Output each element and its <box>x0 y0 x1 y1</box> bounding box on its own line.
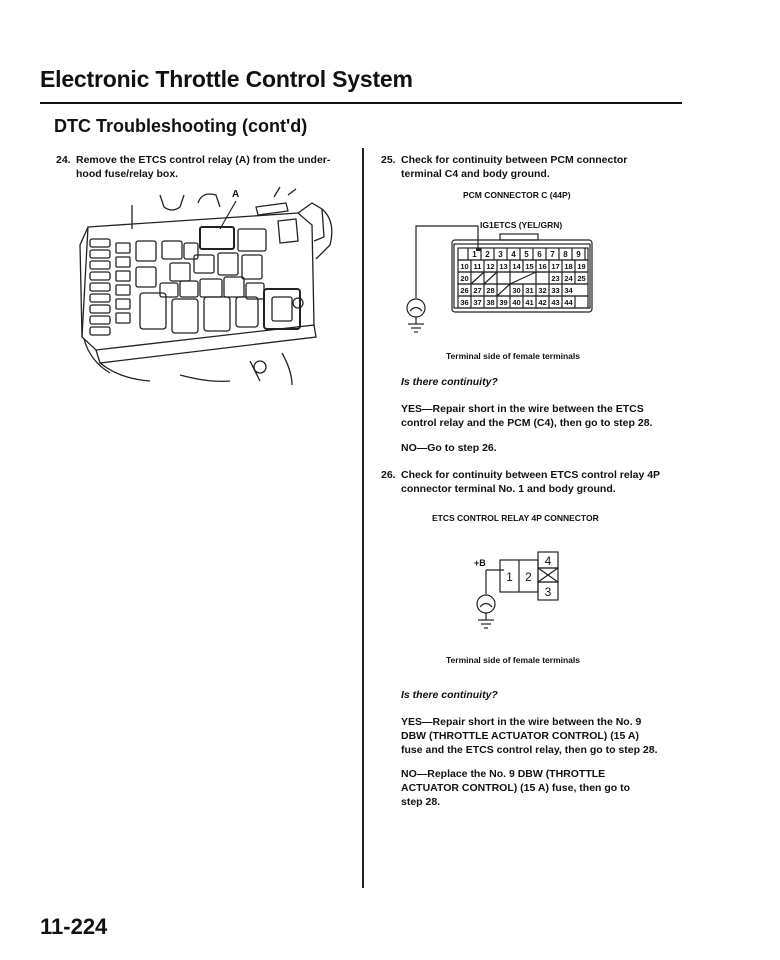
relay-pin-3: 3 <box>544 585 552 599</box>
pcm-terminal-side-caption: Terminal side of female terminals <box>446 351 580 361</box>
pcm-connector-caption: PCM CONNECTOR C (44P) <box>463 190 571 200</box>
relay-connector-caption: ETCS CONTROL RELAY 4P CONNECTOR <box>432 513 599 523</box>
pcm-pin: 42 <box>538 298 547 307</box>
pcm-pin: 18 <box>564 262 573 271</box>
step-24-number: 24. <box>56 154 71 166</box>
yes-text-2c: fuse and the ETCS control relay, then go to step 28. <box>401 744 658 756</box>
pcm-pin: 25 <box>577 274 586 283</box>
no-text-2c: step 28. <box>401 796 441 808</box>
pcm-pin: 19 <box>577 262 586 271</box>
pcm-pin: 24 <box>564 274 573 283</box>
yes-text-1a: —Repair short in the wire between the ETCS <box>422 403 644 415</box>
yes-answer-2 <box>401 715 701 757</box>
pcm-pin: 44 <box>564 298 573 307</box>
pcm-pin: 38 <box>486 298 495 307</box>
relay-connector-diagram <box>466 546 566 636</box>
step-26-line1: Check for continuity between ETCS control relay 4P <box>401 469 661 481</box>
yes-text-1b: control relay and the PCM (C4), then go to step 28. <box>401 417 653 429</box>
step-25-line2: terminal C4 and body ground. <box>401 168 550 180</box>
step-24-line1: Remove the ETCS control relay (A) from the under- <box>76 154 331 166</box>
pcm-wire-label: IG1ETCS (YEL/GRN) <box>480 220 563 230</box>
page-number: 11-224 <box>40 914 108 939</box>
step-24 <box>56 153 356 183</box>
relay-plus-b-label: +B <box>474 558 486 568</box>
pcm-pin: 23 <box>551 274 560 283</box>
pcm-pin: 17 <box>551 262 560 271</box>
pcm-pin: 31 <box>525 286 534 295</box>
no-text-2a: —Replace the No. 9 DBW (THROTTLE <box>416 768 606 780</box>
pcm-pin: 11 <box>473 262 482 271</box>
pcm-pin: 40 <box>512 298 521 307</box>
no-label-2: NO <box>401 768 417 780</box>
pcm-pin: 28 <box>486 286 495 295</box>
section-subtitle: DTC Troubleshooting (cont'd) <box>54 116 308 136</box>
relay-pin-1: 1 <box>506 570 513 584</box>
pcm-pin: 8 <box>563 250 568 259</box>
step-24-line2: hood fuse/relay box. <box>76 168 179 180</box>
pcm-pin: 33 <box>551 286 560 295</box>
yes-label-2: YES <box>401 716 423 728</box>
fuse-relay-box-illustration <box>60 185 360 385</box>
pcm-pin: 1 <box>472 250 477 259</box>
pcm-pin: 9 <box>576 250 581 259</box>
yes-text-2a: —Repair short in the wire between the No. 9 <box>422 716 642 728</box>
step-25-line1: Check for continuity between PCM connector <box>401 154 628 166</box>
yes-text-2b: DBW (THROTTLE ACTUATOR CONTROL) (15 A) <box>401 730 639 742</box>
pcm-pin: 30 <box>512 286 521 295</box>
no-text-2b: ACTUATOR CONTROL) (15 A) fuse, then go to <box>401 782 631 794</box>
pcm-pin: 32 <box>538 286 547 295</box>
pcm-pin: 14 <box>512 262 521 271</box>
relay-terminal-side-caption: Terminal side of female terminals <box>446 655 580 665</box>
pcm-pin: 36 <box>460 298 469 307</box>
pcm-connector-diagram <box>396 212 606 338</box>
pcm-pin: 26 <box>460 286 469 295</box>
callout-a-label: A <box>232 189 240 200</box>
step-25-number: 25. <box>381 154 396 166</box>
pcm-pin: 39 <box>499 298 508 307</box>
no-text-1: —Go to step 26. <box>416 442 497 454</box>
pcm-pin: 6 <box>537 250 542 259</box>
pcm-pin: 10 <box>460 262 469 271</box>
page-title: Electronic Throttle Control System <box>40 66 413 92</box>
pcm-pin: 12 <box>486 262 495 271</box>
relay-pin-4: 4 <box>544 554 552 568</box>
step-26-line2: connector terminal No. 1 and body ground. <box>401 483 616 495</box>
no-answer-1 <box>401 441 497 455</box>
pcm-pin: 15 <box>525 262 534 271</box>
column-divider <box>362 148 364 888</box>
yes-label-1: YES <box>401 403 423 415</box>
pcm-pin: 34 <box>564 286 573 295</box>
pcm-pin: 2 <box>485 250 490 259</box>
no-label-1: NO <box>401 442 417 454</box>
relay-pin-2: 2 <box>525 570 532 584</box>
question-1: Is there continuity? <box>401 376 498 388</box>
question-2: Is there continuity? <box>401 689 498 701</box>
title-rule <box>40 102 682 104</box>
pcm-pin: 5 <box>524 250 529 259</box>
yes-answer-1 <box>401 402 691 430</box>
pcm-pin: 41 <box>525 298 534 307</box>
pcm-pin: 4 <box>511 250 516 259</box>
pcm-pin: 27 <box>473 286 482 295</box>
step-26-number: 26. <box>381 469 396 481</box>
step-25 <box>381 153 681 183</box>
pcm-pin: 43 <box>551 298 560 307</box>
pcm-pin: 3 <box>498 250 503 259</box>
pcm-pin: 37 <box>473 298 482 307</box>
pcm-pin: 7 <box>550 250 555 259</box>
pcm-pin: 13 <box>499 262 508 271</box>
pcm-pin: 16 <box>538 262 547 271</box>
no-answer-2 <box>401 767 701 809</box>
pcm-pin: 20 <box>460 274 469 283</box>
step-26 <box>381 468 681 498</box>
